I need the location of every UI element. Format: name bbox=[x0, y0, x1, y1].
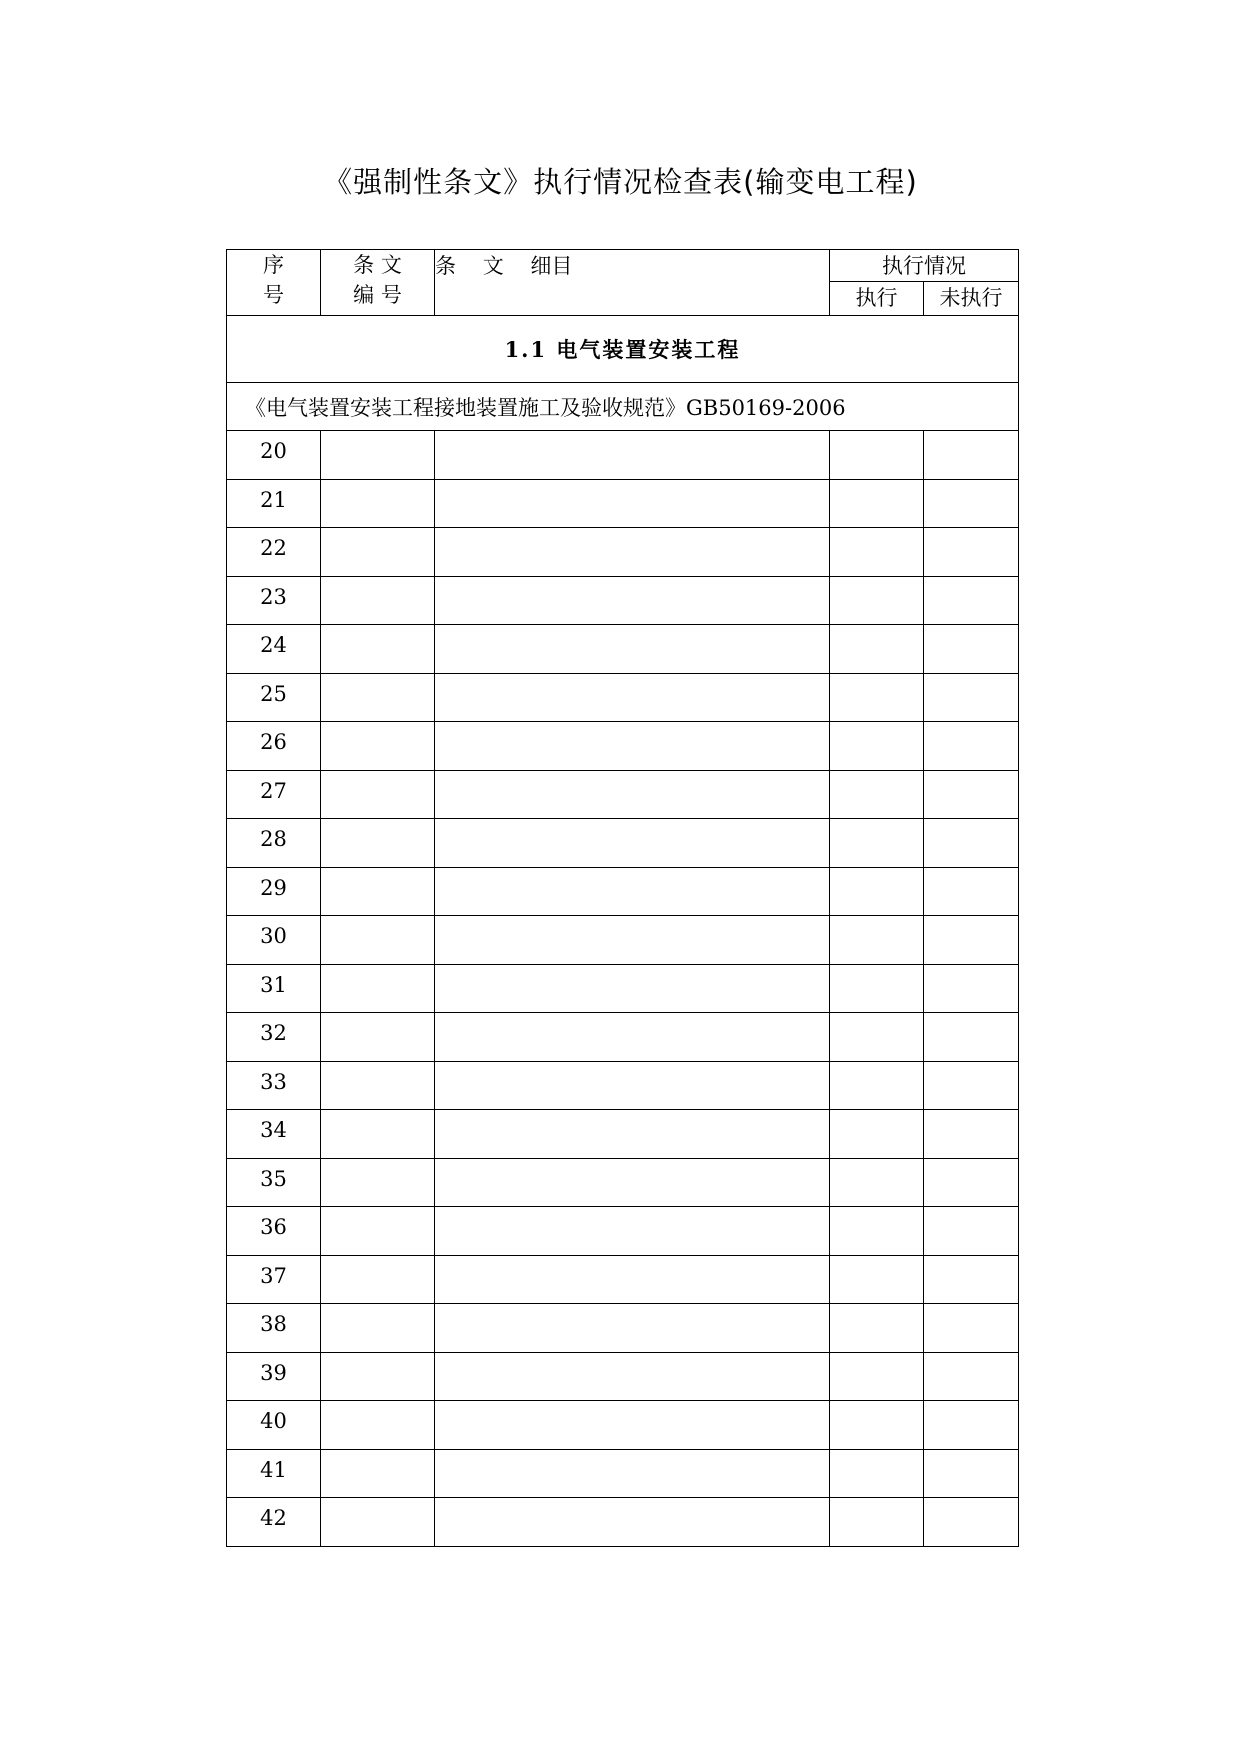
row-number: 34 bbox=[227, 1110, 321, 1159]
header-seq-line1: 序 bbox=[263, 253, 284, 277]
detail-cell bbox=[435, 528, 830, 577]
not-executed-cell bbox=[924, 1061, 1019, 1110]
executed-cell bbox=[830, 1352, 924, 1401]
table-row bbox=[227, 673, 1019, 722]
clause-cell bbox=[321, 673, 435, 722]
row-number: 24 bbox=[227, 625, 321, 674]
table-row bbox=[227, 964, 1019, 1013]
detail-cell bbox=[435, 1110, 830, 1159]
detail-cell bbox=[435, 431, 830, 480]
page-title: 《强制性条文》执行情况检查表(输变电工程) bbox=[323, 165, 918, 199]
table-row bbox=[227, 576, 1019, 625]
not-executed-cell bbox=[924, 431, 1019, 480]
row-number: 29 bbox=[227, 867, 321, 916]
row-number: 31 bbox=[227, 964, 321, 1013]
table-row bbox=[227, 1449, 1019, 1498]
row-number: 20 bbox=[227, 431, 321, 480]
clause-cell bbox=[321, 625, 435, 674]
detail-cell bbox=[435, 1207, 830, 1256]
table-row bbox=[227, 722, 1019, 771]
table-row bbox=[227, 479, 1019, 528]
executed-cell bbox=[830, 1158, 924, 1207]
not-executed-cell bbox=[924, 1304, 1019, 1353]
row-number: 41 bbox=[227, 1449, 321, 1498]
row-number: 26 bbox=[227, 722, 321, 771]
not-executed-cell bbox=[924, 1352, 1019, 1401]
row-number: 21 bbox=[227, 479, 321, 528]
detail-cell bbox=[435, 625, 830, 674]
executed-cell bbox=[830, 1061, 924, 1110]
detail-cell bbox=[435, 916, 830, 965]
header-clause-line1: 条 文 bbox=[353, 253, 402, 277]
executed-cell bbox=[830, 1401, 924, 1450]
not-executed-cell bbox=[924, 867, 1019, 916]
executed-cell bbox=[830, 1207, 924, 1256]
executed-cell bbox=[830, 867, 924, 916]
clause-cell bbox=[321, 1255, 435, 1304]
table-row bbox=[227, 1255, 1019, 1304]
table-row bbox=[227, 1401, 1019, 1450]
clause-cell bbox=[321, 1110, 435, 1159]
detail-cell bbox=[435, 1352, 830, 1401]
table-row bbox=[227, 1061, 1019, 1110]
detail-cell bbox=[435, 819, 830, 868]
executed-cell bbox=[830, 1110, 924, 1159]
executed-cell bbox=[830, 1304, 924, 1353]
detail-cell bbox=[435, 1061, 830, 1110]
not-executed-cell bbox=[924, 916, 1019, 965]
clause-cell bbox=[321, 1498, 435, 1547]
executed-cell bbox=[830, 1013, 924, 1062]
section-title: 1.1 电气装置安装工程 bbox=[227, 316, 1019, 383]
clause-cell bbox=[321, 916, 435, 965]
clause-cell bbox=[321, 1061, 435, 1110]
executed-cell bbox=[830, 1449, 924, 1498]
table-row bbox=[227, 625, 1019, 674]
table-row bbox=[227, 1207, 1019, 1256]
executed-cell bbox=[830, 479, 924, 528]
not-executed-cell bbox=[924, 964, 1019, 1013]
row-number: 40 bbox=[227, 1401, 321, 1450]
detail-cell bbox=[435, 479, 830, 528]
table-row bbox=[227, 1158, 1019, 1207]
clause-cell bbox=[321, 576, 435, 625]
not-executed-cell bbox=[924, 528, 1019, 577]
detail-cell bbox=[435, 1158, 830, 1207]
clause-cell bbox=[321, 528, 435, 577]
clause-cell bbox=[321, 1158, 435, 1207]
not-executed-cell bbox=[924, 770, 1019, 819]
detail-cell bbox=[435, 1449, 830, 1498]
detail-cell bbox=[435, 1304, 830, 1353]
header-clause-line2: 编 号 bbox=[353, 283, 402, 307]
detail-cell bbox=[435, 673, 830, 722]
clause-cell bbox=[321, 1304, 435, 1353]
executed-cell bbox=[830, 722, 924, 771]
row-number: 33 bbox=[227, 1061, 321, 1110]
header-detail: 条 文 细目 bbox=[435, 250, 830, 316]
executed-cell bbox=[830, 1255, 924, 1304]
row-number: 23 bbox=[227, 576, 321, 625]
table-row bbox=[227, 770, 1019, 819]
row-number: 25 bbox=[227, 673, 321, 722]
not-executed-cell bbox=[924, 1207, 1019, 1256]
row-number: 39 bbox=[227, 1352, 321, 1401]
clause-cell bbox=[321, 479, 435, 528]
header-seq-line2: 号 bbox=[263, 283, 284, 307]
not-executed-cell bbox=[924, 1255, 1019, 1304]
not-executed-cell bbox=[924, 1013, 1019, 1062]
not-executed-cell bbox=[924, 1449, 1019, 1498]
not-executed-cell bbox=[924, 722, 1019, 771]
table-row bbox=[227, 528, 1019, 577]
table-row bbox=[227, 1013, 1019, 1062]
table-row bbox=[227, 867, 1019, 916]
header-not-executed: 未执行 bbox=[924, 282, 1019, 316]
row-number: 32 bbox=[227, 1013, 321, 1062]
row-number: 22 bbox=[227, 528, 321, 577]
header-executed: 执行 bbox=[830, 282, 924, 316]
not-executed-cell bbox=[924, 673, 1019, 722]
row-number: 38 bbox=[227, 1304, 321, 1353]
executed-cell bbox=[830, 673, 924, 722]
clause-cell bbox=[321, 722, 435, 771]
table-row bbox=[227, 916, 1019, 965]
not-executed-cell bbox=[924, 1110, 1019, 1159]
not-executed-cell bbox=[924, 1401, 1019, 1450]
clause-cell bbox=[321, 819, 435, 868]
row-number: 30 bbox=[227, 916, 321, 965]
clause-cell bbox=[321, 431, 435, 480]
not-executed-cell bbox=[924, 819, 1019, 868]
table-row bbox=[227, 431, 1019, 480]
not-executed-cell bbox=[924, 576, 1019, 625]
detail-cell bbox=[435, 964, 830, 1013]
detail-cell bbox=[435, 770, 830, 819]
row-number: 36 bbox=[227, 1207, 321, 1256]
executed-cell bbox=[830, 819, 924, 868]
not-executed-cell bbox=[924, 479, 1019, 528]
executed-cell bbox=[830, 431, 924, 480]
row-number: 42 bbox=[227, 1498, 321, 1547]
clause-cell bbox=[321, 1207, 435, 1256]
detail-cell bbox=[435, 722, 830, 771]
table-row bbox=[227, 1352, 1019, 1401]
header-status: 执行情况 bbox=[830, 250, 1019, 282]
clause-cell bbox=[321, 770, 435, 819]
clause-cell bbox=[321, 1352, 435, 1401]
table-row bbox=[227, 819, 1019, 868]
not-executed-cell bbox=[924, 1158, 1019, 1207]
standard-title: 《电气装置安装工程接地装置施工及验收规范》GB50169-2006 bbox=[227, 383, 1019, 431]
executed-cell bbox=[830, 964, 924, 1013]
executed-cell bbox=[830, 576, 924, 625]
clause-cell bbox=[321, 1013, 435, 1062]
clause-cell bbox=[321, 1449, 435, 1498]
executed-cell bbox=[830, 770, 924, 819]
clause-cell bbox=[321, 964, 435, 1013]
table-row bbox=[227, 1498, 1019, 1547]
clause-cell bbox=[321, 1401, 435, 1450]
header-clause-no bbox=[321, 250, 435, 316]
detail-cell bbox=[435, 1401, 830, 1450]
row-number: 27 bbox=[227, 770, 321, 819]
table-row bbox=[227, 1304, 1019, 1353]
detail-cell bbox=[435, 576, 830, 625]
detail-cell bbox=[435, 1498, 830, 1547]
executed-cell bbox=[830, 528, 924, 577]
not-executed-cell bbox=[924, 1498, 1019, 1547]
executed-cell bbox=[830, 625, 924, 674]
row-number: 28 bbox=[227, 819, 321, 868]
row-number: 35 bbox=[227, 1158, 321, 1207]
row-number: 37 bbox=[227, 1255, 321, 1304]
clause-cell bbox=[321, 867, 435, 916]
header-seq bbox=[227, 250, 321, 316]
executed-cell bbox=[830, 1498, 924, 1547]
inspection-table bbox=[226, 249, 1019, 1547]
detail-cell bbox=[435, 1255, 830, 1304]
not-executed-cell bbox=[924, 625, 1019, 674]
detail-cell bbox=[435, 867, 830, 916]
table-row bbox=[227, 1110, 1019, 1159]
detail-cell bbox=[435, 1013, 830, 1062]
executed-cell bbox=[830, 916, 924, 965]
